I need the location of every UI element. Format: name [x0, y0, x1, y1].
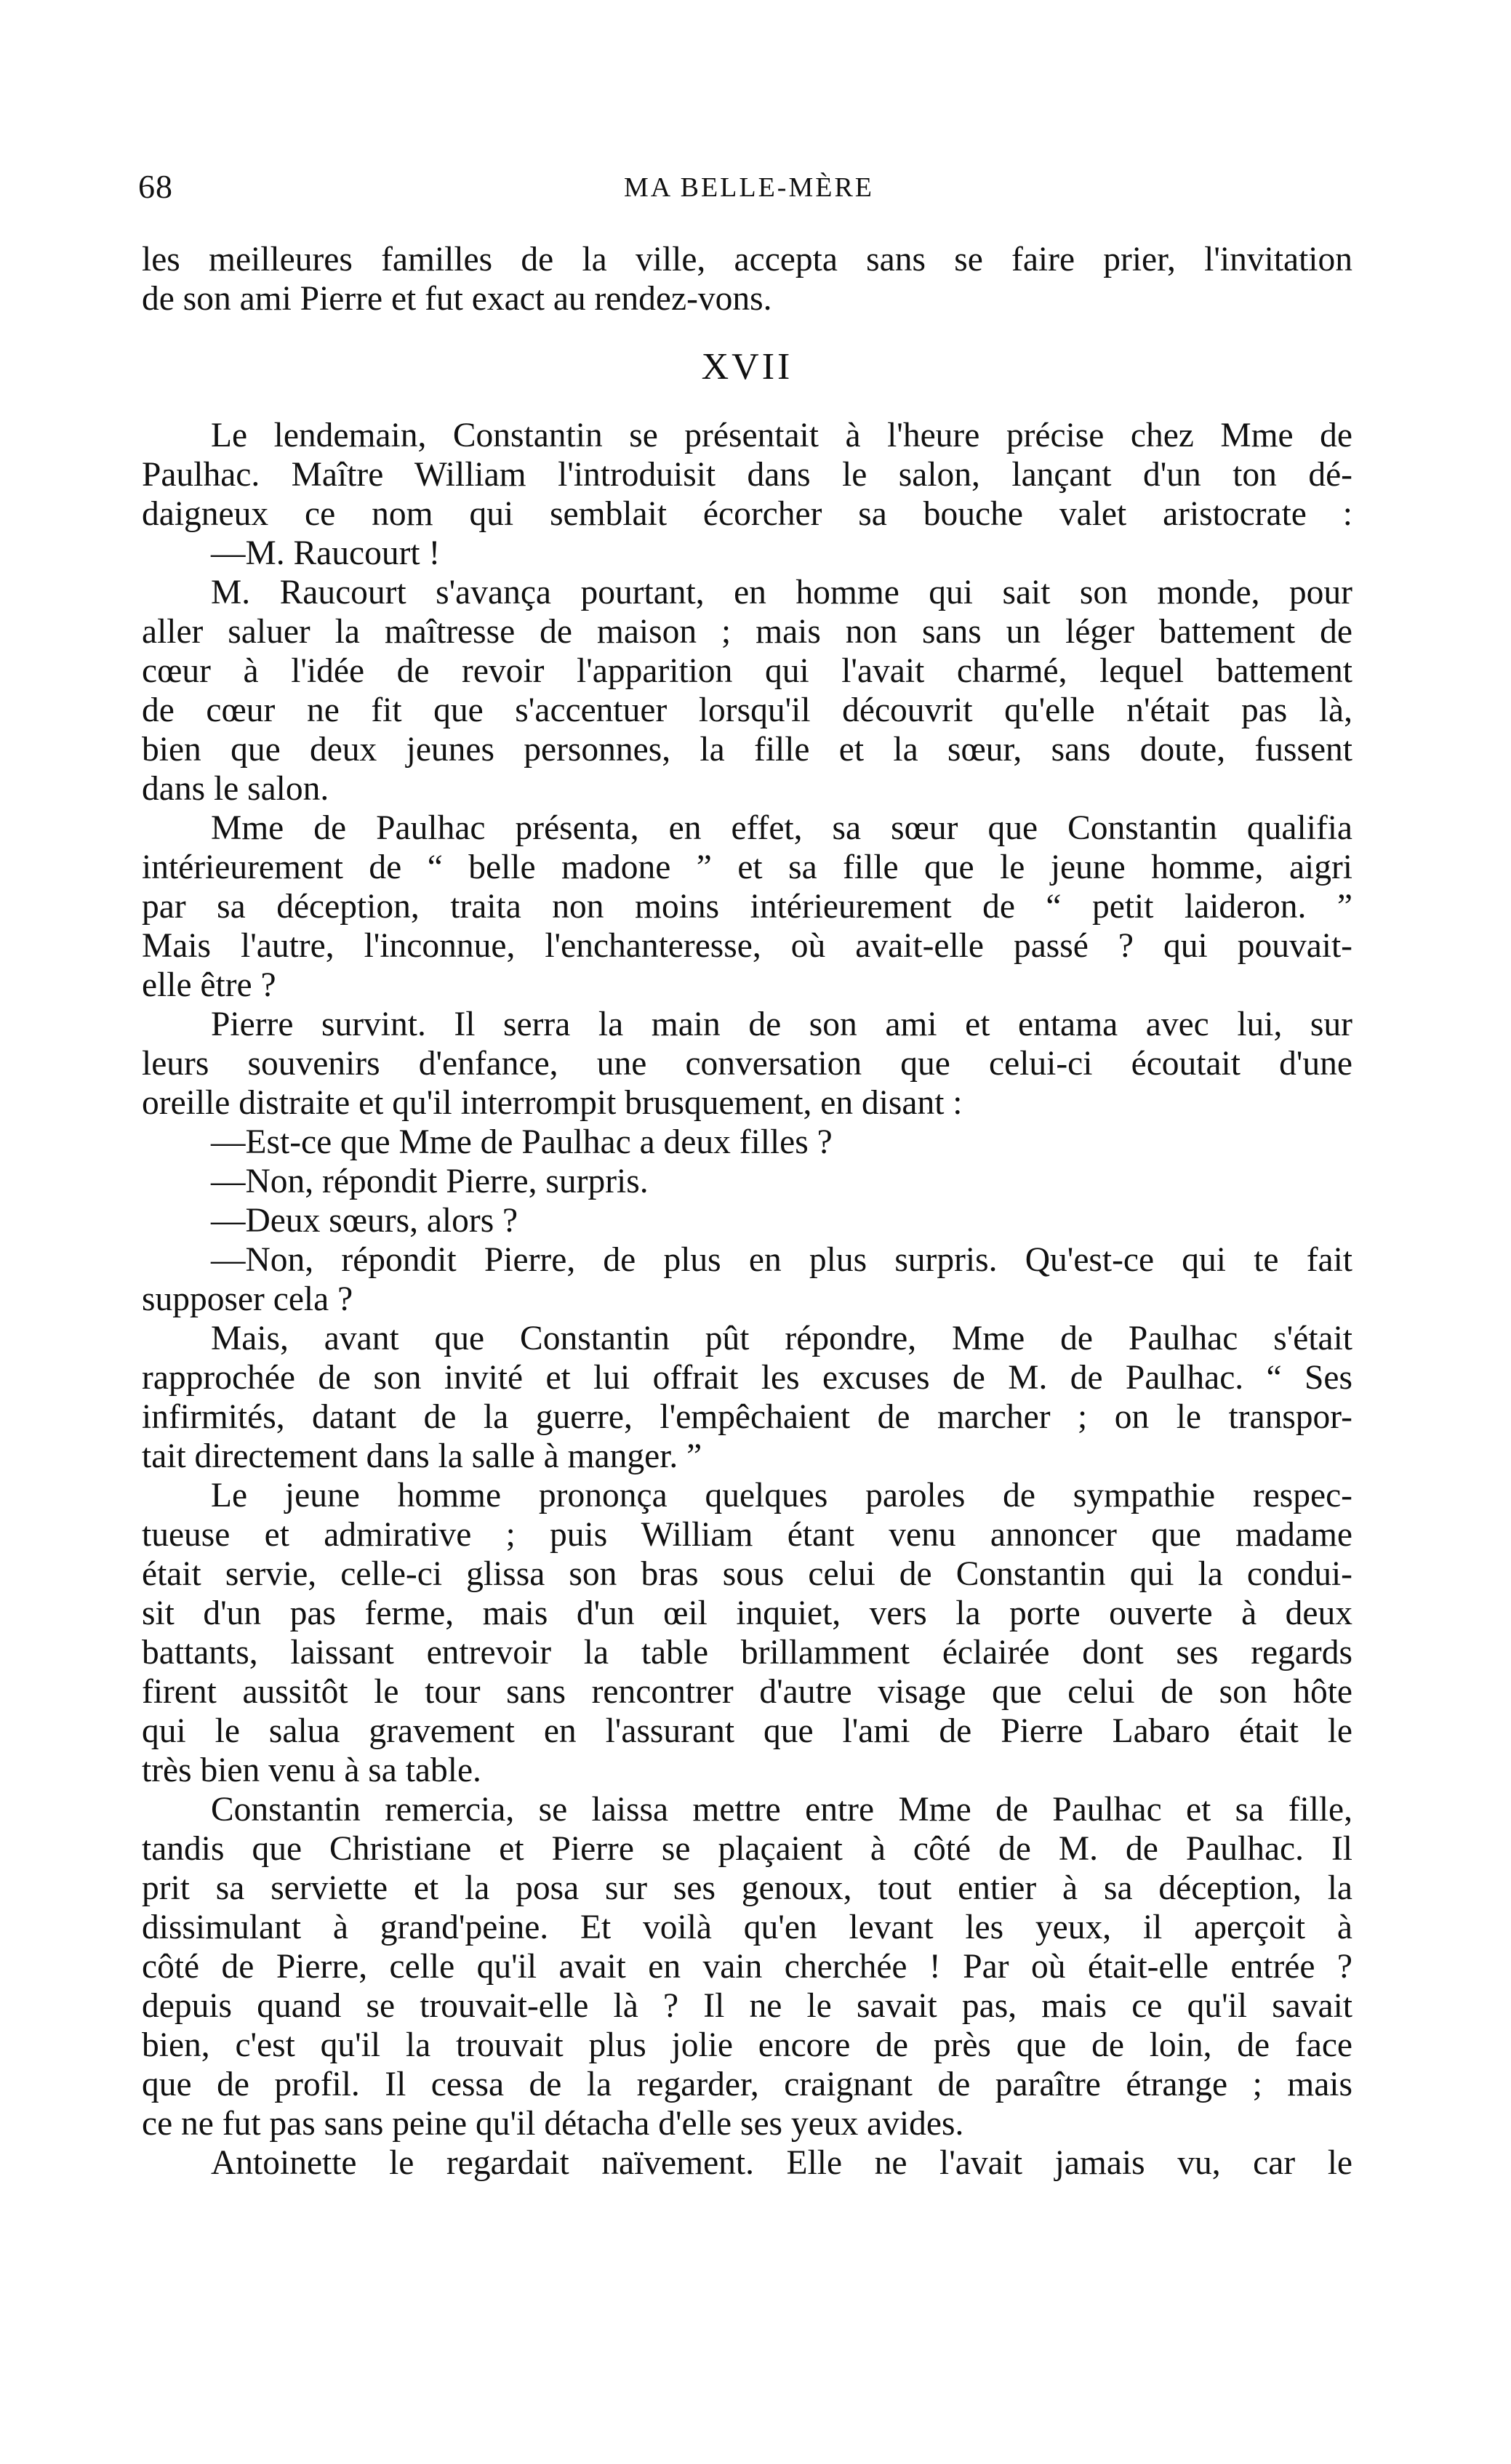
text-line: Antoinette le regardait naïvement. Elle ne l'avait jamais vu, car le: [211, 2144, 1352, 2182]
page-header: [138, 167, 1360, 211]
text-line: —Non, répondit Pierre, surpris.: [211, 1163, 649, 1200]
chapter-heading: XVII: [701, 346, 793, 388]
text-line: très bien venu à sa table.: [142, 1751, 481, 1789]
text-line: dans le salon.: [142, 770, 329, 808]
text-line: bien, c'est qu'il la trouvait plus jolie encore de près que de loin, de face: [142, 2026, 1352, 2064]
text-line: daigneux ce nom qui semblait écorcher sa bouche valet aristocrate :: [142, 495, 1352, 533]
text-line: de cœur ne fit que s'accentuer lorsqu'il découvrit qu'elle n'était pas là,: [142, 691, 1352, 729]
text-line: rapprochée de son invité et lui offrait les excuses de M. de Paulhac. “ Ses: [142, 1359, 1352, 1397]
text-line: tandis que Christiane et Pierre se plaçaient à côté de M. de Paulhac. Il: [142, 1830, 1352, 1868]
text-line: infirmités, datant de la guerre, l'empêchaient de marcher ; on le transpor-: [142, 1398, 1352, 1436]
text-line: leurs souvenirs d'enfance, une conversation que celui-ci écoutait d'une: [142, 1045, 1352, 1083]
text-line: dissimulant à grand'peine. Et voilà qu'en levant les yeux, il aperçoit à: [142, 1909, 1352, 1946]
text-line: supposer cela ?: [142, 1280, 353, 1318]
text-line: par sa déception, traita non moins intérieurement de “ petit laideron. ”: [142, 888, 1352, 926]
text-line: —Deux sœurs, alors ?: [211, 1202, 518, 1240]
text-line: —Non, répondit Pierre, de plus en plus surpris. Qu'est-ce qui te fait: [211, 1241, 1352, 1279]
running-title: MA BELLE-MÈRE: [623, 172, 875, 203]
text-line: Le lendemain, Constantin se présentait à l'heure précise chez Mme de: [211, 417, 1352, 454]
text-line: M. Raucourt s'avança pourtant, en homme qui sait son monde, pour: [211, 574, 1352, 611]
text-line: Constantin remercia, se laissa mettre entre Mme de Paulhac et sa fille,: [211, 1791, 1352, 1829]
text-line: intérieurement de “ belle madone ” et sa fille que le jeune homme, aigri: [142, 848, 1352, 886]
text-line: Paulhac. Maître William l'introduisit dans le salon, lançant d'un ton dé-: [142, 456, 1352, 494]
text-line: que de profil. Il cessa de la regarder, craignant de paraître étrange ; mais: [142, 2066, 1352, 2103]
text-line: tueuse et admirative ; puis William étant venu annoncer que madame: [142, 1516, 1352, 1554]
text-line: sit d'un pas ferme, mais d'un œil inquiet, vers la porte ouverte à deux: [142, 1594, 1352, 1632]
text-line: Mme de Paulhac présenta, en effet, sa sœur que Constantin qualifia: [211, 809, 1352, 847]
text-line: Mais l'autre, l'inconnue, l'enchanteresse, où avait-elle passé ? qui pouvait-: [142, 927, 1352, 965]
text-line: cœur à l'idée de revoir l'apparition qui l'avait charmé, lequel battement: [142, 652, 1352, 690]
text-line: elle être ?: [142, 966, 276, 1004]
text-line: Le jeune homme prononça quelques paroles de sympathie respec-: [211, 1477, 1352, 1514]
text-line: Pierre survint. Il serra la main de son ami et entama avec lui, sur: [211, 1006, 1352, 1043]
body-text: [142, 240, 1352, 2183]
text-line: aller saluer la maîtresse de maison ; mais non sans un léger battement de: [142, 613, 1352, 651]
text-line: tait directement dans la salle à manger. ”: [142, 1437, 702, 1475]
text-line: qui le salua gravement en l'assurant que l'ami de Pierre Labaro était le: [142, 1712, 1352, 1750]
text-line: les meilleures familles de la ville, accepta sans se faire prier, l'invitation: [142, 241, 1352, 278]
text-line: firent aussitôt le tour sans rencontrer d'autre visage que celui de son hôte: [142, 1673, 1352, 1711]
text-line: depuis quand se trouvait-elle là ? Il ne le savait pas, mais ce qu'il savait: [142, 1987, 1352, 2025]
text-line: de son ami Pierre et fut exact au rendez-vons.: [142, 280, 772, 318]
text-line: —Est-ce que Mme de Paulhac a deux filles ?: [211, 1123, 833, 1161]
text-line: battants, laissant entrevoir la table brillamment éclairée dont ses regards: [142, 1634, 1352, 1672]
text-line: —M. Raucourt !: [211, 534, 441, 572]
text-line: côté de Pierre, celle qu'il avait en vain cherchée ! Par où était-elle entrée ?: [142, 1948, 1352, 1986]
text-line: ce ne fut pas sans peine qu'il détacha d'elle ses yeux avides.: [142, 2105, 964, 2143]
text-line: prit sa serviette et la posa sur ses genoux, tout entier à sa déception, la: [142, 1869, 1352, 1907]
text-line: bien que deux jeunes personnes, la fille et la sœur, sans doute, fussent: [142, 731, 1352, 769]
text-line: était servie, celle-ci glissa son bras sous celui de Constantin qui la condui-: [142, 1555, 1352, 1593]
text-line: Mais, avant que Constantin pût répondre, Mme de Paulhac s'était: [211, 1320, 1352, 1357]
page-number: 68: [138, 168, 173, 205]
text-line: oreille distraite et qu'il interrompit brusquement, en disant :: [142, 1084, 963, 1122]
